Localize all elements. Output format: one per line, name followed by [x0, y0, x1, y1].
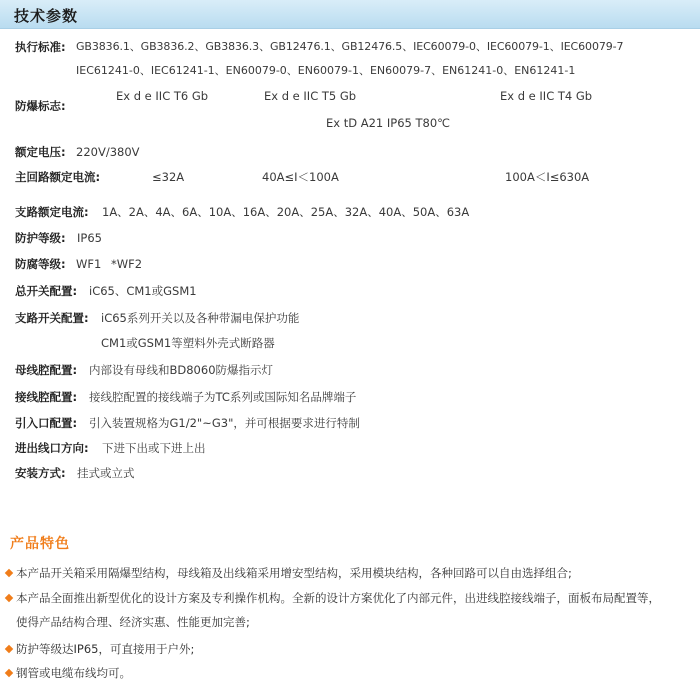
bullet-diamond-icon	[5, 569, 13, 577]
voltage-value: 220V/380V	[76, 145, 140, 159]
bullet-diamond-icon	[5, 594, 13, 602]
features-title: 产品特色	[10, 536, 70, 552]
install-label: 安装方式:	[15, 466, 66, 480]
explosion-mark-t4: Ex d e IIC T4 Gb	[500, 89, 593, 103]
direction-value: 下进下出或下进上出	[102, 441, 206, 455]
main-switch-label: 总开关配置:	[15, 284, 78, 298]
main-switch-value: iC65、CM1或GSM1	[89, 284, 197, 298]
feature-item-2: 本产品全面推出新型优化的设计方案及专利操作机构。全新的设计方案优化了内部元件，出进线腔接线端子，面板布局配置等，	[16, 591, 660, 605]
feature-item-1: 本产品开关箱采用隔爆型结构，母线箱及出线箱采用增安型结构，采用模块结构，各种回路可以自由选择组合;	[16, 566, 572, 580]
bullet-diamond-icon	[5, 645, 13, 653]
anticorrosion-value: WF1 *WF2	[76, 257, 143, 271]
terminal-value: 接线腔配置的接线端子为TC系列或国际知名品牌端子	[89, 390, 357, 404]
feature-item-2-continued: 使得产品结构合理、经济实惠、性能更加完善;	[16, 615, 250, 629]
main-current-range-3: 100A＜I≤630A	[505, 170, 590, 184]
main-current-range-2: 40A≤I＜100A	[262, 170, 339, 184]
branch-switch-label: 支路开关配置:	[15, 311, 89, 325]
branch-switch-line1: iC65系列开关以及各种带漏电保护功能	[101, 311, 300, 325]
explosion-label: 防爆标志:	[15, 99, 66, 113]
explosion-mark-t6: Ex d e IIC T6 Gb	[116, 89, 209, 103]
main-current-label: 主回路额定电流:	[15, 170, 101, 184]
explosion-mark-dust: Ex tD A21 IP65 T80℃	[326, 116, 451, 130]
feature-item-4: 钢管或电缆布线均可。	[16, 666, 131, 680]
install-value: 挂式或立式	[77, 466, 135, 480]
protection-label: 防护等级:	[15, 231, 66, 245]
section-header-banner	[0, 0, 700, 29]
inlet-label: 引入口配置:	[15, 416, 78, 430]
standard-line2: IEC61241-0、IEC61241-1、EN60079-0、EN60079-1、EN60079-7、EN61241-0、EN61241-1	[76, 64, 576, 77]
section-title: 技术参数	[14, 7, 79, 25]
protection-value: IP65	[77, 231, 102, 245]
branch-switch-line2: CM1或GSM1等塑料外壳式断路器	[101, 336, 275, 350]
anticorrosion-label: 防腐等级:	[15, 257, 66, 271]
inlet-value: 引入装置规格为G1/2"~G3"，并可根据要求进行特制	[89, 416, 360, 430]
branch-current-value: 1A、2A、4A、6A、10A、16A、20A、25A、32A、40A、50A、63A	[102, 205, 470, 219]
bullet-diamond-icon	[5, 669, 13, 677]
explosion-mark-t5: Ex d e IIC T5 Gb	[264, 89, 357, 103]
direction-label: 进出线口方向:	[15, 441, 89, 455]
terminal-label: 接线腔配置:	[15, 390, 78, 404]
feature-item-3: 防护等级达IP65，可直接用于户外;	[16, 642, 195, 656]
busbar-label: 母线腔配置:	[15, 363, 78, 377]
branch-current-label: 支路额定电流:	[15, 205, 89, 219]
voltage-label: 额定电压:	[15, 145, 66, 159]
busbar-value: 内部设有母线和BD8060防爆指示灯	[89, 363, 274, 377]
main-current-range-1: ≤32A	[152, 170, 185, 184]
standard-line1: GB3836.1、GB3836.2、GB3836.3、GB12476.1、GB12476.5、IEC60079-0、IEC60079-1、IEC60079-7	[76, 40, 624, 53]
standard-label: 执行标准:	[15, 40, 66, 54]
